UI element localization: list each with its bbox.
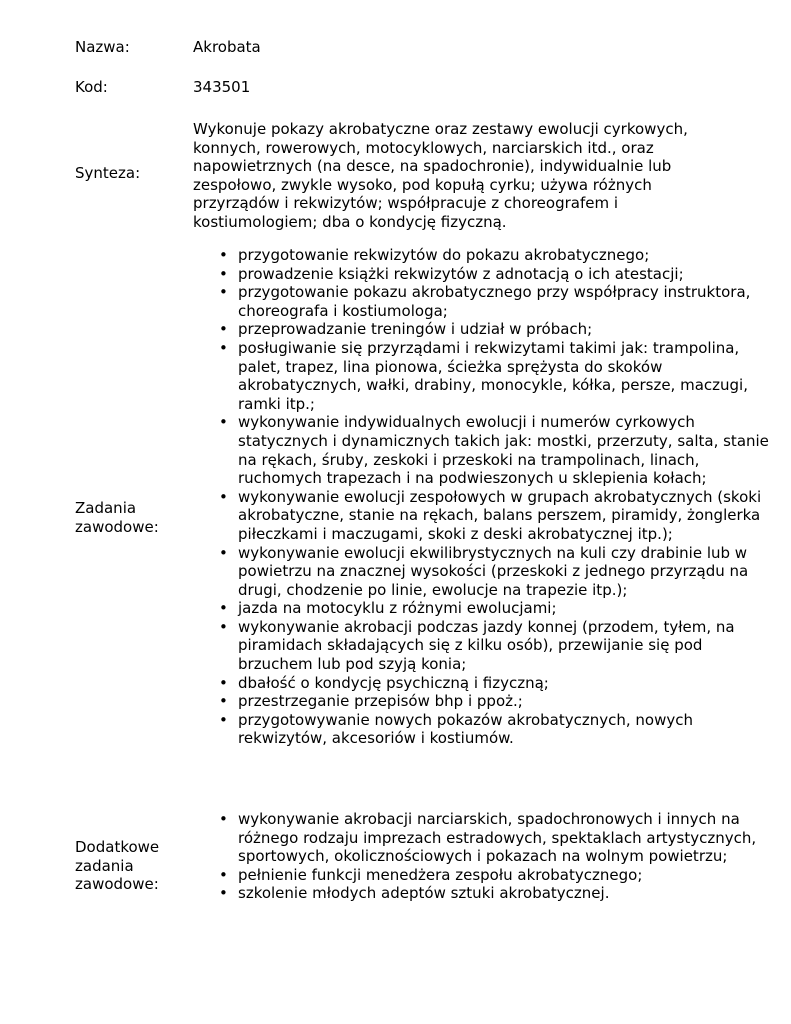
list-item: • wykonywanie akrobacji podczas jazdy konnej (przodem, tyłem, na piramidach składających się z kilku osób), przewijanie się pod brzuchem lub pod szyją konia; <box>193 618 771 674</box>
list-item: • prowadzenie książki rekwizytów z adnotacją o ich atestacji; <box>193 265 771 284</box>
list-item: • wykonywanie indywidualnych ewolucji i numerów cyrkowych statycznych i dynamicznych takich jak: mostki, przerzuty, salta, stanie na rękach, śruby, zeskoki i przeskoki na trampolinach, linach, ruchomych trapezach i na podwieszonych u sklepienia kołach; <box>193 413 771 487</box>
zadania-label: Zadania zawodowe: <box>75 499 159 536</box>
synteza-label: Synteza: <box>75 164 141 182</box>
list-item: • przeprowadzanie treningów i udział w próbach; <box>193 320 771 339</box>
kod-label: Kod: <box>75 78 108 96</box>
list-item: • wykonywanie akrobacji narciarskich, spadochronowych i innych na różnego rodzaju imprezach estradowych, spektaklach artystycznych, sportowych, okolicznościowych i pokazach na wolnym powietrzu; <box>193 810 771 866</box>
kod-value: 343501 <box>193 78 251 96</box>
list-item: • przygotowanie rekwizytów do pokazu akrobatycznego; <box>193 246 771 265</box>
list-item: • szkolenie młodych adeptów sztuki akrobatycznej. <box>193 884 771 903</box>
list-item: • jazda na motocyklu z różnymi ewolucjami; <box>193 599 771 618</box>
dodatkowe-list-wrapper <box>193 810 771 903</box>
nazwa-label: Nazwa: <box>75 38 130 56</box>
nazwa-value: Akrobata <box>193 38 261 56</box>
zadania-list-wrapper <box>193 246 771 748</box>
list-item: • przygotowanie pokazu akrobatycznego przy współpracy instruktora, choreografa i kostiumologa; <box>193 283 771 320</box>
list-item: • wykonywanie ewolucji zespołowych w grupach akrobatycznych (skoki akrobatyczne, stanie na rękach, balans perszem, piramidy, żonglerka piłeczkami i maczugami, skoki z deski akrobatycznej itp.); <box>193 488 771 544</box>
list-item: • przestrzeganie przepisów bhp i ppoż.; <box>193 692 771 711</box>
list-item: • przygotowywanie nowych pokazów akrobatycznych, nowych rekwizytów, akcesoriów i kostiumów. <box>193 711 771 748</box>
list-item: • posługiwanie się przyrządami i rekwizytami takimi jak: trampolina, palet, trapez, lina pionowa, ścieżka sprężysta do skoków akrobatycznych, wałki, drabiny, monocykle, kółka, persze, maczugi, ramki itp.; <box>193 339 771 413</box>
synteza-value: Wykonuje pokazy akrobatyczne oraz zestawy ewolucji cyrkowych, konnych, rowerowych, motocyklowych, narciarskich itd., oraz napowietrznych (na desce, na spadochronie), indywidualnie lub zespołowo, zwykle wysoko, pod kopułą cyrku; używa różnych przyrządów i rekwizytów; współpracuje z choreografem i kostiumologiem; dba o kondycję fizyczną. <box>193 120 688 231</box>
list-item: • wykonywanie ewolucji ekwilibrystycznych na kuli czy drabinie lub w powietrzu na znacznej wysokości (przeskoki z jednego przyrządu na drugi, chodzenie po linie, ewolucje na trapezie itp.); <box>193 544 771 600</box>
dodatkowe-label: Dodatkowe zadania zawodowe: <box>75 838 160 894</box>
list-item: • dbałość o kondycję psychiczną i fizyczną; <box>193 674 771 693</box>
list-item: • pełnienie funkcji menedżera zespołu akrobatycznego; <box>193 866 771 885</box>
dodatkowe-list <box>148 810 771 903</box>
zadania-list <box>148 246 771 748</box>
